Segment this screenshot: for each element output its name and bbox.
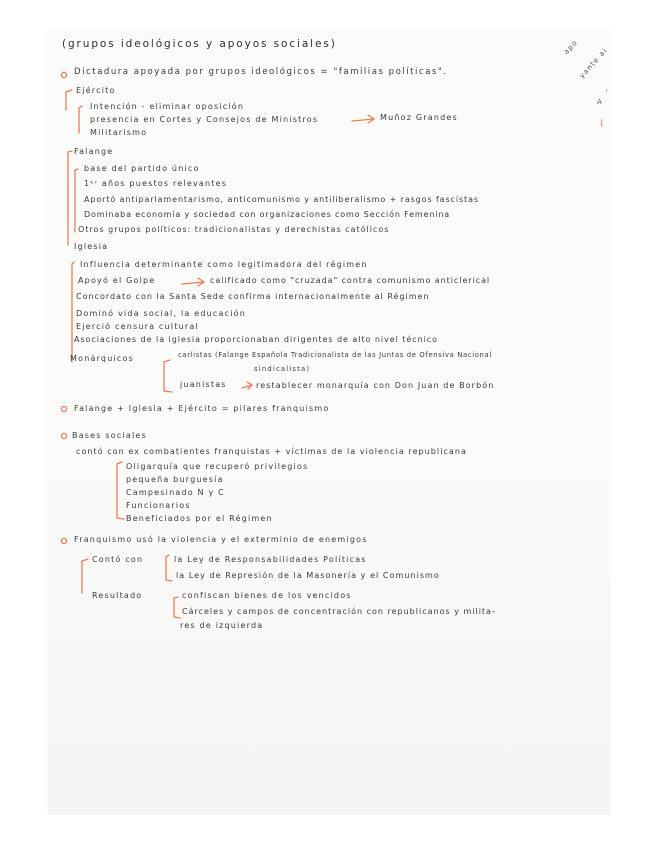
iglesia-item: Dominó vida social, la educación bbox=[76, 309, 246, 318]
page-title: (grupos ideológicos y apoyos sociales) bbox=[62, 38, 337, 50]
represion-heading: Franquismo usó la violencia y el exterminio de enemigos bbox=[74, 535, 368, 544]
carlistas-text: carlistas (Falange Española Tradicionalista de las Juntas de Ofensiva Nacional bbox=[178, 351, 492, 359]
bases-item: pequeña burguesía bbox=[126, 475, 224, 484]
law-item: la Ley de Responsabilidades Políticas bbox=[174, 555, 367, 564]
ejercito-items-bracket bbox=[79, 106, 82, 133]
iglesia-bracket bbox=[72, 262, 74, 362]
iglesia-item: Asociaciones de la iglesia proporcionaban dirigentes de alto nivel técnico bbox=[74, 335, 438, 344]
falange-item: Dominaba economía y sociedad con organizaciones como Sección Femenina bbox=[84, 210, 451, 219]
results-bracket bbox=[174, 597, 180, 618]
margin-note: ( bbox=[600, 119, 605, 129]
iglesia-item: Apoyó el Golpe bbox=[78, 276, 156, 285]
represion-big-bracket bbox=[82, 559, 88, 593]
dictadura-heading: Dictadura apoyada por grupos ideológicos = "familias políticas". bbox=[74, 67, 448, 77]
iglesia-label: Iglesia bbox=[74, 242, 109, 251]
bases-item: Oligarquía que recuperó privilegios bbox=[126, 462, 309, 471]
bases-item: Funcionarios bbox=[126, 501, 191, 510]
juanistas-label: juanistas bbox=[180, 380, 227, 389]
result-item: Cárceles y campos de concentración con republicanos y milita- bbox=[182, 607, 496, 616]
bullet-represion bbox=[61, 538, 66, 543]
monarquicos-bracket bbox=[164, 360, 172, 392]
iglesia-golpe-arrow-text: calificado como "cruzada" contra comunismo anticlerical bbox=[210, 276, 491, 285]
ejercito-item: Militarismo bbox=[90, 128, 148, 137]
resultado-label: Resultado bbox=[92, 591, 143, 600]
laws-bracket bbox=[166, 555, 172, 581]
ejercito-item: presencia en Cortes y Consejos de Ministros bbox=[90, 115, 319, 124]
ejercito-label: Ejército bbox=[76, 86, 116, 95]
margin-note: apo bbox=[562, 38, 580, 57]
bases-intro: contó con ex combatientes franquistas + víctimas de la violencia republicana bbox=[76, 447, 467, 456]
bullet-dictadura bbox=[61, 72, 66, 77]
margin-note: yante ai bbox=[577, 46, 610, 80]
bases-item: Beneficiados por el Régimen bbox=[126, 514, 273, 523]
juanistas-arrow-text: restablecer monarquía con Don Juan de Borbón bbox=[256, 381, 495, 390]
bases-heading: Bases sociales bbox=[72, 431, 147, 440]
ejercito-arrow-target: Muñoz Grandes bbox=[380, 113, 458, 122]
ejercito-arrow bbox=[352, 115, 374, 123]
result-item: res de izquierda bbox=[180, 621, 264, 630]
falange-item: Aportó antiparlamentarismo, anticomunismo y antiliberalismo + rasgos fascistas bbox=[84, 195, 479, 204]
iglesia-arrow bbox=[182, 278, 204, 286]
iglesia-item: Influencia determinante como legitimadora del régimen bbox=[80, 260, 368, 269]
margin-note: A bbox=[597, 98, 603, 106]
falange-item: 1ᵉʳ años puestos relevantes bbox=[84, 179, 228, 188]
conto-label: Contó con bbox=[92, 555, 144, 564]
carlistas-text-cont: sindicalista) bbox=[254, 365, 311, 373]
falange-item: base del partido único bbox=[84, 164, 200, 173]
pilares-line: Falange + Iglesia + Ejército = pilares franquismo bbox=[74, 404, 330, 413]
bullet-pilares bbox=[61, 406, 66, 411]
iglesia-item: Ejerció censura cultural bbox=[76, 322, 199, 331]
falange-bracket bbox=[68, 151, 72, 245]
bullet-bases bbox=[61, 433, 66, 438]
ejercito-item: Intención - eliminar oposición bbox=[90, 102, 245, 111]
result-item: confiscan bienes de los vencidos bbox=[182, 591, 352, 600]
ejercito-bracket bbox=[66, 90, 72, 110]
juanistas-arrow bbox=[242, 382, 252, 389]
iglesia-item: Concordato con la Santa Sede confirma internacionalmente al Régimen bbox=[76, 292, 430, 301]
bases-bracket bbox=[117, 462, 124, 519]
falange-label: Falange bbox=[74, 147, 114, 156]
monarquicos-label: Monárquicos bbox=[70, 354, 134, 363]
falange-items-bracket bbox=[75, 169, 78, 232]
margin-note: ʳ bbox=[606, 88, 610, 96]
bases-item: Campesinado N y C bbox=[126, 488, 225, 497]
law-item: la Ley de Represión de la Masonería y el Comunismo bbox=[176, 571, 440, 580]
falange-item: Otros grupos políticos: tradicionalistas y derechistas católicos bbox=[78, 225, 390, 234]
